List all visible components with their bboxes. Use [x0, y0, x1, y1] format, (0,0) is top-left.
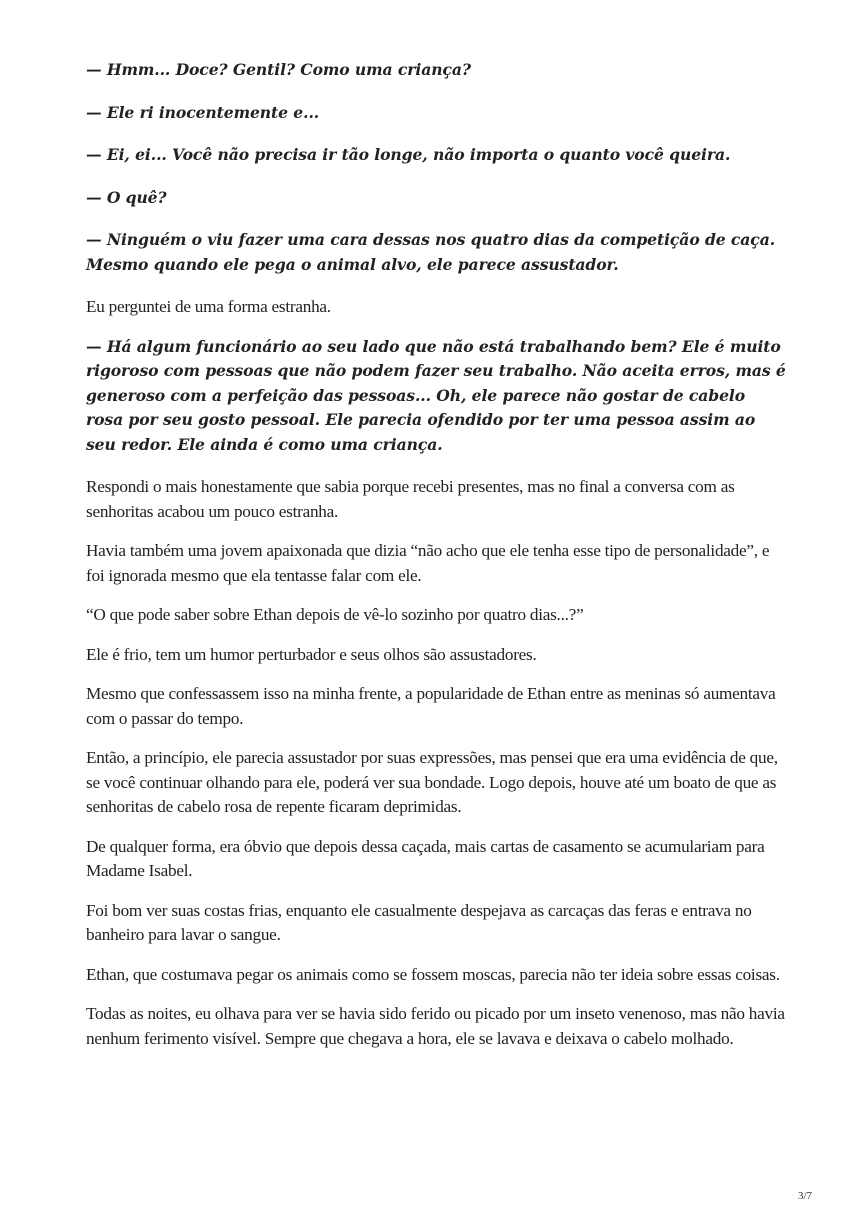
narration-paragraph: Então, a princípio, ele parecia assustador por suas expressões, mas pensei que era uma evidência de que, se você continuar olhando para ele, poderá ver sua bondade. Logo depois, houve até um boato de que as senhoritas de cabelo rosa de repente ficaram deprimidas.	[86, 748, 778, 816]
dialogue-paragraph: — O quê?	[86, 187, 167, 207]
narration-paragraph: Havia também uma jovem apaixonada que dizia “não acho que ele tenha esse tipo de personalidade”, e foi ignorada mesmo que ela tentasse falar com ele.	[86, 541, 770, 585]
narration-paragraph: Eu perguntei de uma forma estranha.	[86, 297, 331, 316]
dialogue-paragraph: — Ninguém o viu fazer uma cara dessas nos quatro dias da competição de caça. Mesmo quando ele pega o animal alvo, ele parece assustador.	[86, 230, 776, 274]
page-number: 3/7	[797, 1190, 812, 1202]
narration-paragraph: Respondi o mais honestamente que sabia porque recebi presentes, mas no final a conversa com as senhoritas acabou um pouco estranha.	[86, 477, 735, 521]
dialogue-paragraph: — Ei, ei... Você não precisa ir tão longe, não importa o quanto você queira.	[86, 145, 731, 164]
narration-paragraph: Todas as noites, eu olhava para ver se havia sido ferido ou picado por um inseto venenoso, mas não havia nenhum ferimento visível. Sempre que chegava a hora, ele se lavava e deixava o cabelo molhado.	[86, 1004, 785, 1048]
narration-paragraph: De qualquer forma, era óbvio que depois dessa caçada, mais cartas de casamento se acumulariam para Madame Isabel.	[86, 836, 765, 880]
narration-paragraph: Mesmo que confessassem isso na minha frente, a popularidade de Ethan entre as meninas só aumentava com o passar do tempo.	[86, 684, 776, 728]
dialogue-paragraph: — Ele ri inocentemente e...	[86, 102, 320, 122]
dialogue-paragraph: — Hmm... Doce? Gentil? Como uma criança?	[86, 60, 471, 79]
document-body	[86, 58, 786, 1066]
narration-paragraph: Foi bom ver suas costas frias, enquanto ele casualmente despejava as carcaças das feras e entrava no banheiro para lavar o sangue.	[86, 900, 752, 944]
dialogue-paragraph: — Há algum funcionário ao seu lado que não está trabalhando bem? Ele é muito rigoroso com pessoas que não podem fazer seu trabalho. Não aceita erros, mas é generoso com a perfeição das pessoas... Oh, ele parece não gostar de cabelo rosa por seu gosto pessoal. Ele parecia ofendido por ter uma pessoa assim ao seu redor. Ele ainda é como uma criança.	[86, 336, 786, 454]
narration-paragraph: “O que pode saber sobre Ethan depois de vê-lo sozinho por quatro dias...?”	[86, 605, 584, 624]
narration-paragraph: Ele é frio, tem um humor perturbador e seus olhos são assustadores.	[86, 644, 537, 664]
narration-paragraph: Ethan, que costumava pegar os animais como se fossem moscas, parecia não ter ideia sobre essas coisas.	[86, 964, 780, 984]
